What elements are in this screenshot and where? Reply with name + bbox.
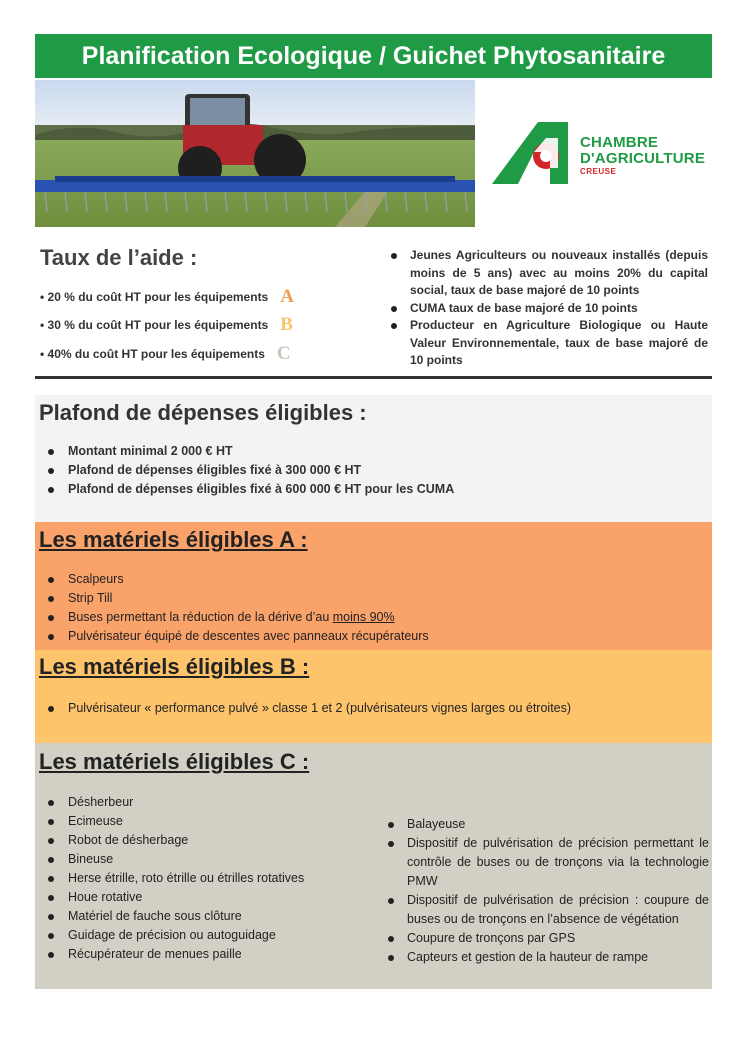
taux-item-text: • 40% du coût HT pour les équipements	[40, 347, 265, 361]
list-item: Jeunes Agriculteurs ou nouveaux installés (depuis moins de 5 ans) avec au moins 20% du capital social, taux de base majoré de 10 points	[390, 247, 708, 300]
tractor-photo	[35, 80, 475, 227]
list-item: CUMA taux de base majoré de 10 points	[390, 300, 708, 318]
taux-item-text: • 20 % du coût HT pour les équipements	[40, 290, 269, 304]
list-item-text: Buses permettant la réduction de la dérive d’au	[68, 610, 333, 624]
taux-item-text: • 30 % du coût HT pour les équipements	[40, 318, 269, 332]
list-item: Balayeuse	[386, 815, 709, 834]
list-item: Désherbeur	[39, 793, 379, 812]
taux-item-a	[40, 286, 294, 308]
materiels-b-list	[39, 699, 699, 718]
list-item: Récupérateur de menues paille	[39, 945, 379, 964]
list-item: Capteurs et gestion de la hauteur de rampe	[386, 948, 709, 967]
list-item: Montant minimal 2 000 € HT	[39, 442, 699, 461]
materiels-c-section	[35, 743, 712, 989]
logo-line-1: CHAMBRE	[580, 134, 659, 151]
list-item-underlined: moins 90%	[332, 610, 395, 624]
majorations-list	[390, 247, 708, 370]
divider	[35, 376, 712, 379]
list-item: Pulvérisateur équipé de descentes avec panneaux récupérateurs	[39, 627, 699, 646]
logo-line-2: D'AGRICULTURE	[580, 150, 706, 167]
plafond-list	[39, 442, 699, 499]
materiels-a-title: Les matériels éligibles A :	[39, 527, 308, 552]
materiels-b-section	[35, 650, 712, 743]
materiels-c-right-list	[386, 815, 709, 967]
letter-c: C	[276, 343, 291, 364]
list-item: Guidage de précision ou autoguidage	[39, 926, 379, 945]
list-item: Plafond de dépenses éligibles fixé à 600 000 € HT pour les CUMA	[39, 480, 699, 499]
materiels-a-section	[35, 522, 712, 650]
list-item: Pulvérisateur « performance pulvé » classe 1 et 2 (pulvérisateurs vignes larges ou étroites)	[39, 699, 699, 718]
list-item: Matériel de fauche sous clôture	[39, 907, 379, 926]
list-item: Herse étrille, roto étrille ou étrilles rotatives	[39, 869, 379, 888]
chambre-agriculture-logo	[490, 118, 705, 188]
materiels-b-title: Les matériels éligibles B :	[39, 654, 310, 679]
list-item: Plafond de dépenses éligibles fixé à 300 000 € HT	[39, 461, 699, 480]
letter-b: B	[280, 314, 293, 335]
list-item	[39, 608, 699, 627]
plafond-section	[35, 395, 712, 522]
list-item: Strip Till	[39, 589, 699, 608]
logo-line-3: CREUSE	[580, 167, 617, 176]
page-title-banner	[35, 34, 712, 78]
plafond-title: Plafond de dépenses éligibles :	[39, 400, 367, 425]
taux-item-b	[40, 314, 293, 336]
materiels-c-title: Les matériels éligibles C :	[39, 749, 310, 774]
list-item: Dispositif de pulvérisation de précision : coupure de buses ou de tronçons en l’absence de végétation	[386, 891, 709, 929]
list-item: Bineuse	[39, 850, 379, 869]
taux-title: Taux de l’aide :	[40, 245, 198, 270]
materiels-c-left-list	[39, 793, 379, 964]
materiels-a-list	[39, 570, 699, 646]
list-item: Ecimeuse	[39, 812, 379, 831]
list-item: Houe rotative	[39, 888, 379, 907]
page-title: Planification Ecologique / Guichet Phytosanitaire	[81, 41, 666, 70]
list-item: Dispositif de pulvérisation de précision permettant le contrôle de buses ou de tronçons via la technologie PMW	[386, 834, 709, 891]
list-item: Scalpeurs	[39, 570, 699, 589]
letter-a: A	[280, 286, 294, 307]
taux-item-c	[40, 343, 291, 365]
list-item: Robot de désherbage	[39, 831, 379, 850]
list-item: Producteur en Agriculture Biologique ou Haute Valeur Environnementale, taux de base majoré de 10 points	[390, 317, 708, 370]
logo-emblem-icon	[490, 118, 575, 188]
list-item: Coupure de tronçons par GPS	[386, 929, 709, 948]
